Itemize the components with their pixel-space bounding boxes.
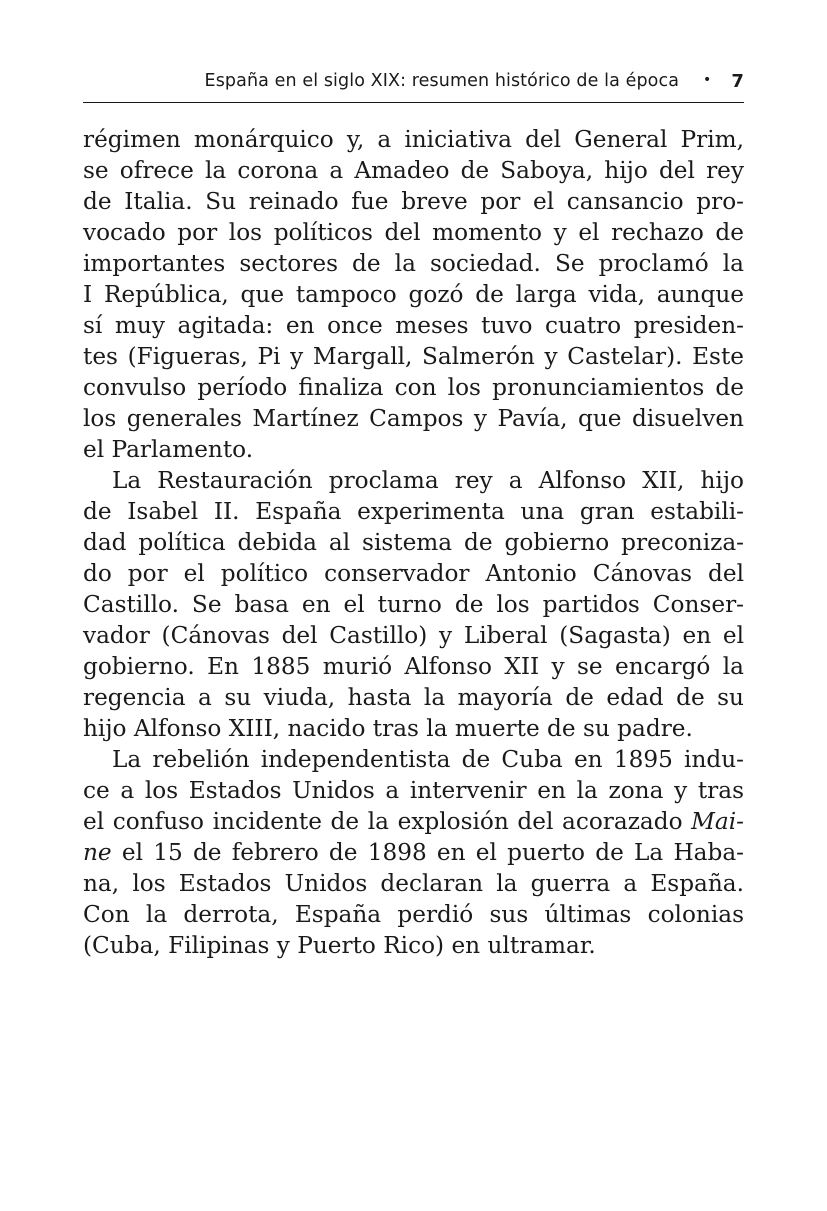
text-line [83,341,744,372]
text-segment: La Restauración proclama rey a Alfonso XII, hijo [112,467,744,494]
bullet-separator: • [703,72,712,88]
text-line [83,217,744,248]
text-segment: do por el político conservador Antonio Cánovas del [83,560,744,587]
text-line [83,713,744,744]
text-line [83,434,744,465]
text-segment: I República, que tampoco gozó de larga vida, aunque [83,281,744,308]
text-segment: na, los Estados Unidos declaran la guerra a España. [83,870,744,897]
text-line [83,775,744,806]
text-segment: el 15 de febrero de 1898 en el puerto de La Haba- [111,839,744,866]
text-segment: los generales Martínez Campos y Pavía, que disuelven [83,405,744,432]
text-segment: el Parlamento. [83,436,254,463]
paragraph [83,124,744,465]
text-line [83,682,744,713]
text-segment: convulso período finaliza con los pronunciamientos de [83,374,744,401]
page-number: 7 [731,70,744,92]
text-line [83,651,744,682]
text-line [83,899,744,930]
text-segment: régimen monárquico y, a iniciativa del General Prim, [83,126,744,153]
text-line [83,496,744,527]
text-segment: Con la derrota, España perdió sus últimas colonias [83,901,744,928]
body-text [83,124,744,961]
text-segment: La rebelión independentista de Cuba en 1895 indu- [112,746,744,773]
running-title: España en el siglo XIX: resumen histórico de la época [204,71,680,91]
text-line [83,527,744,558]
text-line [83,837,744,868]
text-segment: gobierno. En 1885 murió Alfonso XII y se encargó la [83,653,744,680]
text-line [83,465,744,496]
text-line [83,124,744,155]
running-header [83,66,744,96]
text-line [83,620,744,651]
text-segment: de Isabel II. España experimenta una gran estabili- [83,498,744,525]
text-segment: ne [83,839,112,866]
text-line [83,372,744,403]
text-line [83,806,744,837]
header-rule [83,102,744,103]
paragraph [83,465,744,744]
text-segment: vador (Cánovas del Castillo) y Liberal (Sagasta) en el [83,622,744,649]
text-line [83,744,744,775]
text-segment: regencia a su viuda, hasta la mayoría de edad de su [83,684,744,711]
text-segment: Mai- [691,808,744,835]
text-segment: dad política debida al sistema de gobierno preconiza- [83,529,744,556]
text-segment: se ofrece la corona a Amadeo de Saboya, hijo del rey [83,157,744,184]
text-line [83,279,744,310]
text-segment: ce a los Estados Unidos a intervenir en la zona y tras [83,777,744,804]
text-line [83,930,744,961]
text-segment: (Cuba, Filipinas y Puerto Rico) en ultramar. [83,932,596,959]
text-segment: sí muy agitada: en once meses tuvo cuatro presiden- [83,312,744,339]
text-line [83,589,744,620]
text-line [83,248,744,279]
text-segment: el confuso incidente de la explosión del acorazado [83,808,692,835]
text-line [83,186,744,217]
text-segment: de Italia. Su reinado fue breve por el cansancio pro- [83,188,744,215]
text-segment: tes (Figueras, Pi y Margall, Salmerón y Castelar). Este [83,343,744,370]
text-line [83,310,744,341]
text-line [83,403,744,434]
text-line [83,558,744,589]
text-line [83,155,744,186]
paragraph [83,744,744,961]
text-segment: importantes sectores de la sociedad. Se proclamó la [83,250,744,277]
text-segment: hijo Alfonso XIII, nacido tras la muerte de su padre. [83,715,693,742]
text-line [83,868,744,899]
text-segment: Castillo. Se basa en el turno de los partidos Conser- [83,591,744,618]
text-segment: vocado por los políticos del momento y el rechazo de [83,219,744,246]
